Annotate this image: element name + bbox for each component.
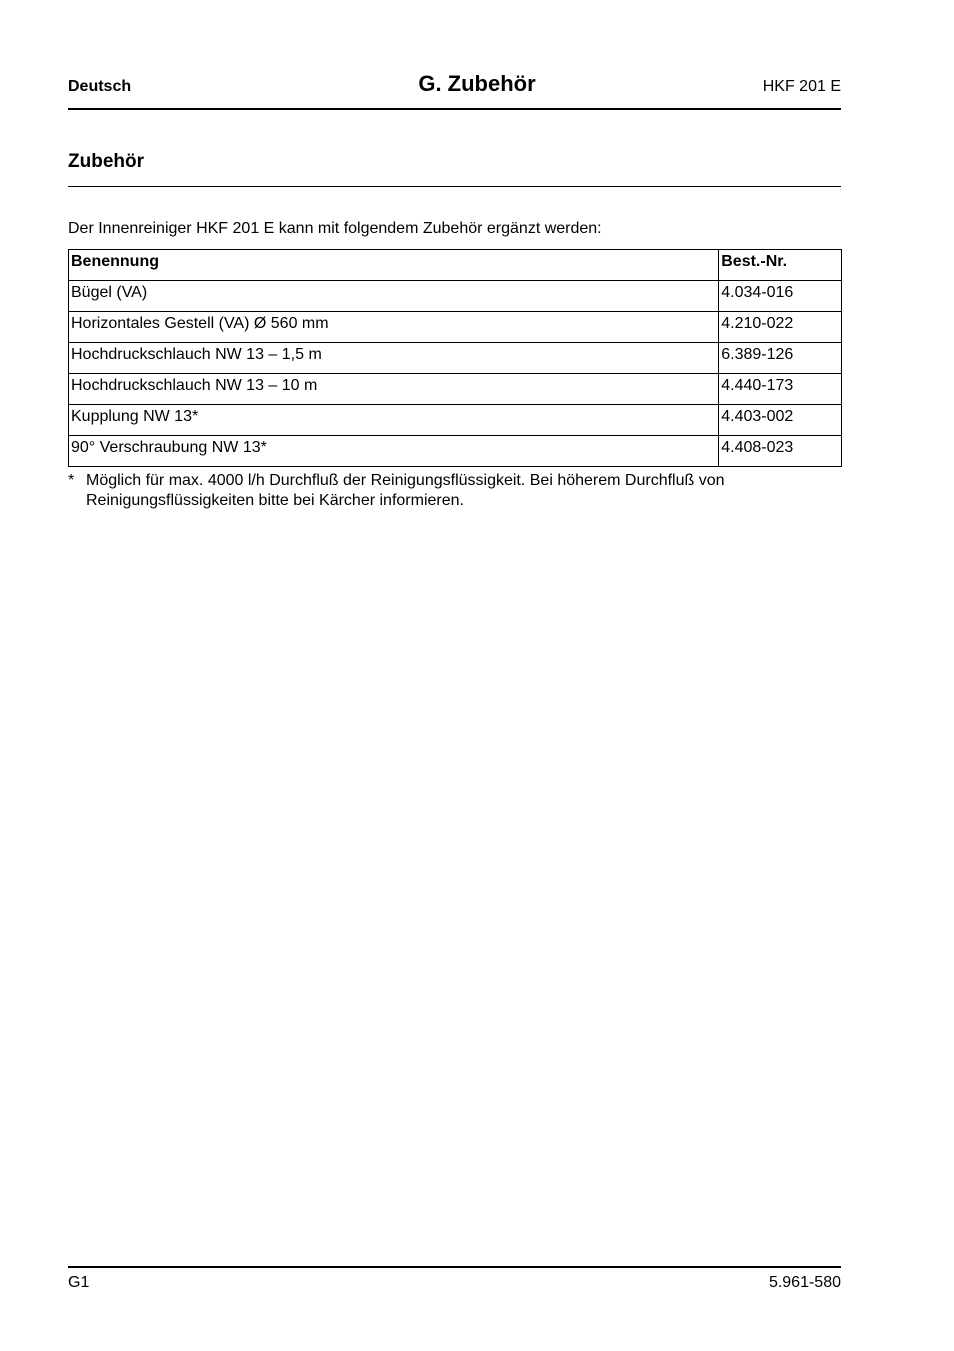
cell-name: Horizontales Gestell (VA) Ø 560 mm: [69, 312, 719, 343]
cell-name: Kupplung NW 13*: [69, 405, 719, 436]
header-divider: [68, 108, 841, 110]
cell-name: Hochdruckschlauch NW 13 – 1,5 m: [69, 343, 719, 374]
table-header-row: [69, 250, 842, 281]
section-title: Zubehör: [68, 151, 144, 172]
page-number: G1: [68, 1274, 90, 1291]
footnote-text: Möglich für max. 4000 l/h Durchfluß der Reinigungsflüssigkeit. Bei höherem Durchfluß von Reinigungsflüssigkeiten bitte bei Kärcher informieren.: [86, 472, 725, 509]
page-title: G. Zubehör: [418, 71, 536, 96]
cell-part-number: 4.034-016: [719, 281, 842, 312]
cell-part-number: 6.389-126: [719, 343, 842, 374]
accessories-table: [68, 249, 842, 467]
cell-part-number: 4.408-023: [719, 436, 842, 467]
cell-part-number: 4.403-002: [719, 405, 842, 436]
cell-name: Hochdruckschlauch NW 13 – 10 m: [69, 374, 719, 405]
column-header-name: Benennung: [69, 250, 719, 281]
column-header-part-number: Best.-Nr.: [719, 250, 842, 281]
footer-divider: [68, 1266, 841, 1268]
table-row: [69, 343, 842, 374]
footnote: [68, 471, 841, 511]
table-row: [69, 281, 842, 312]
section-divider: [68, 186, 841, 187]
cell-name: Bügel (VA): [69, 281, 719, 312]
footnote-marker: *: [68, 472, 75, 489]
cell-name: 90° Verschraubung NW 13*: [69, 436, 719, 467]
cell-part-number: 4.440-173: [719, 374, 842, 405]
intro-text: Der Innenreiniger HKF 201 E kann mit folgendem Zubehör ergänzt werden:: [68, 220, 602, 237]
table-row: [69, 405, 842, 436]
header-language: Deutsch: [68, 78, 132, 95]
cell-part-number: 4.210-022: [719, 312, 842, 343]
table-row: [69, 436, 842, 467]
header-model: HKF 201 E: [762, 78, 841, 95]
table-row: [69, 374, 842, 405]
document-number: 5.961-580: [768, 1274, 841, 1291]
table-row: [69, 312, 842, 343]
